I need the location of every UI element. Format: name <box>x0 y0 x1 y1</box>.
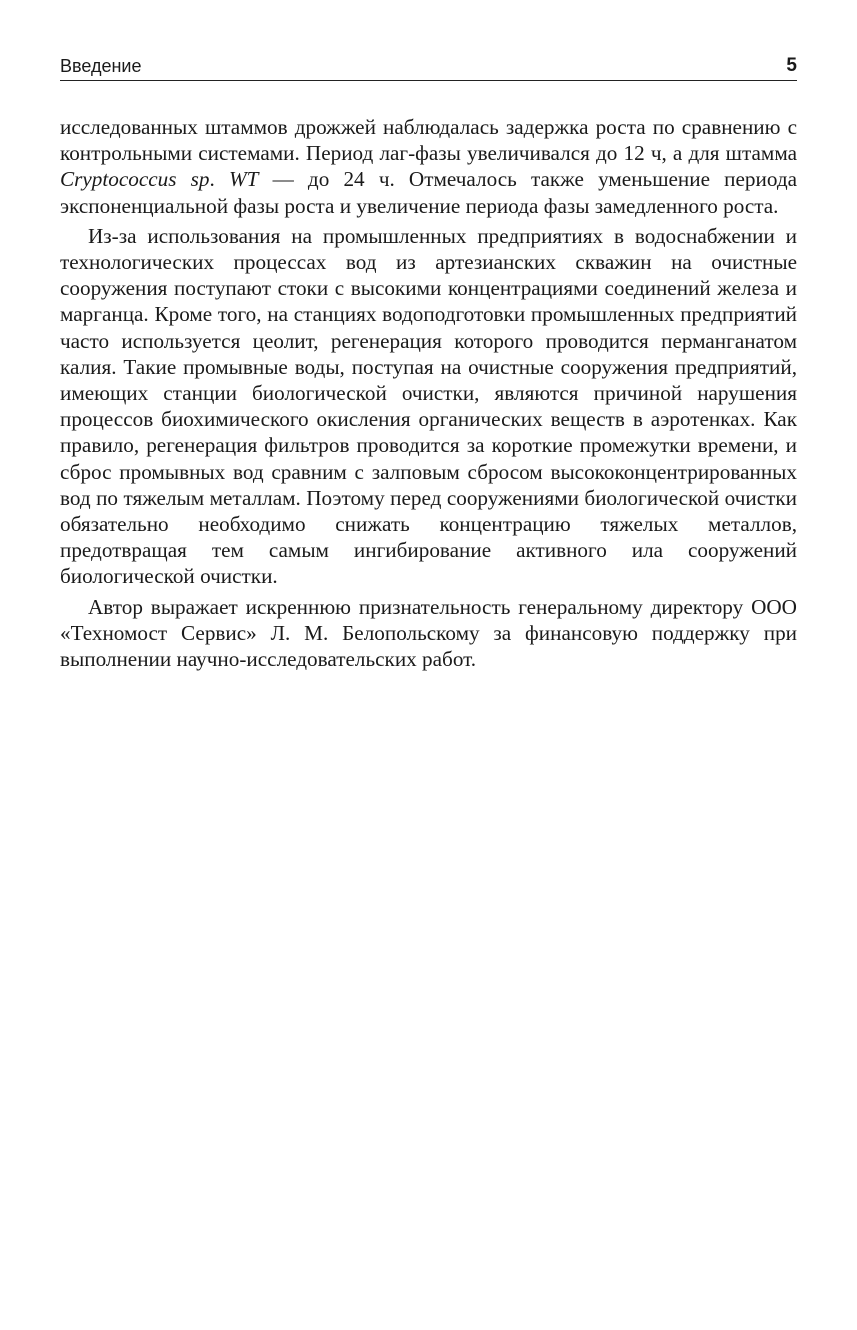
paragraph-1-text-2: . <box>209 167 229 192</box>
page-number: 5 <box>786 55 797 76</box>
section-title: Введение <box>60 56 142 76</box>
strain-name: WT <box>228 167 259 192</box>
paragraph-2: Из-за использования на промышленных предприятиях в водоснабжении и технологических процессах вод из артезианских скважин на очистные сооружения поступают стоки с высокими концентрациями соединений железа и марганца. Кроме того, на станциях водоподготовки промышленных предприятий часто используется цеолит, регенерация которого проводится перманганатом калия. Такие промывные воды, поступая на очистные сооружения предприятий, имеющих станции биологической очистки, являются причиной нарушения процессов биохимического окисления органических веществ в аэротенках. Как правило, регенерация фильтров проводится за короткие промежутки времени, и сброс промывных вод сравним с залповым сбросом высококонцентрированных вод по тяжелым металлам. Поэтому перед сооружениями биологической очистки обязательно необходимо снижать концентрацию тяжелых металлов, предотвращая тем самым ингибирование активного ила сооружений биологической очистки. <box>60 223 797 589</box>
paragraph-1-text-1: исследованных штаммов дрожжей наблюдалась задержка роста по сравнению с контрольными системами. Период лаг-фазы увеличивался до 12 ч, а для штамма <box>60 115 797 166</box>
paragraph-1 <box>60 114 797 219</box>
body-text <box>60 114 797 672</box>
species-name: Cryptococcus sp <box>60 167 210 192</box>
paragraph-1-text-3: — до 24 ч. Отмечалось также уменьшение периода экспоненциальной фазы роста и увеличение периода фазы замедленного роста. <box>60 167 798 218</box>
page-header <box>60 52 797 81</box>
paragraph-3: Автор выражает искреннюю признательность генеральному директору ООО «Техномост Сервис» Л. М. Белопольскому за финансовую поддержку при выполнении научно-исследовательских работ. <box>60 594 797 672</box>
